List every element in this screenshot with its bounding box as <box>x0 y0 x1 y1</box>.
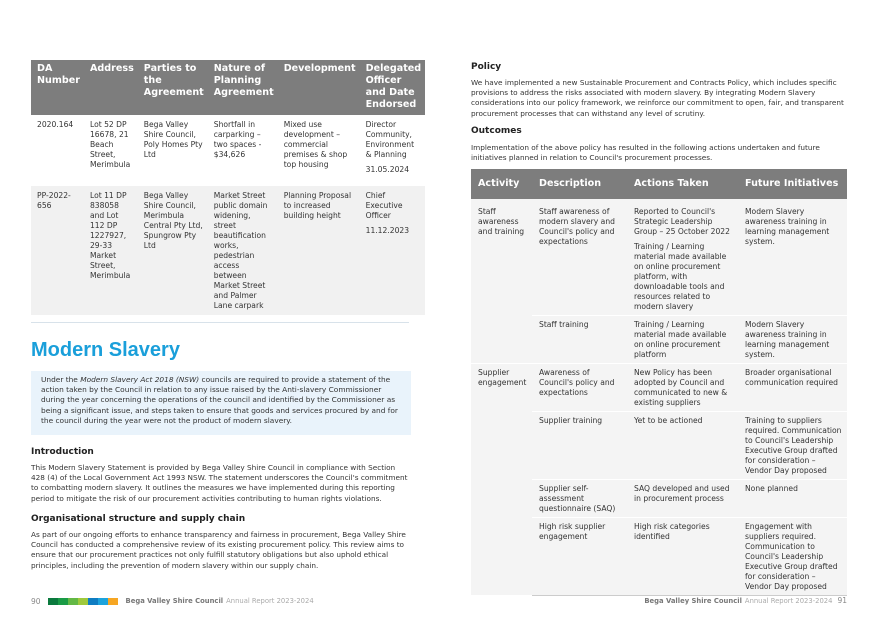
action-item: Training / Learning material made available on online procurement platform, with downloadable tools and resources related to modern slavery <box>634 242 727 311</box>
activity-table-header <box>471 169 847 199</box>
cell-future: None planned <box>738 480 847 518</box>
color-bar <box>58 598 68 605</box>
org-structure-text: As part of our ongoing efforts to enhance transparency and fairness in procurement, Bega Valley Shire Council has conducted a comprehensive review of its existing procurement policy. This review aims to ensure that our procurement practices not only fulfill statutory obligations but also uphold ethical principles, including the prevention of modern slavery within our supply chain. <box>31 530 406 570</box>
report-name: Annual Report 2023-2024 <box>744 596 833 605</box>
action-item: High risk categories identified <box>634 522 710 541</box>
col-description: Description <box>532 169 627 199</box>
endorsed-date: 11.12.2023 <box>365 226 410 235</box>
cell-address: Lot 52 DP 16678, 21 Beach Street, Merimbula <box>84 115 138 186</box>
col-address: Address <box>84 60 138 115</box>
cell-officer <box>360 115 426 186</box>
action-item: SAQ developed and used in procurement process <box>634 484 730 503</box>
cell-actions <box>627 518 738 596</box>
cell-officer <box>360 186 426 315</box>
org-name: Bega Valley Shire Council <box>644 596 742 605</box>
intro-text-post: councils are required to provide a statement of the action taken by the Council in relation to any issue raised by the Anti-slavery Commissioner during the year concerning the operations of the council and identified by the Commissioner as being a significant issue, and steps taken to ensure that goods and services procured by and for the council during the year were not the product of modern slavery. <box>41 375 398 425</box>
activity-table <box>471 169 847 596</box>
officer-name: Director Community, Environment & Planning <box>365 120 415 159</box>
cell-actions <box>627 316 738 364</box>
footer-right <box>644 596 847 605</box>
endorsed-date: 31.05.2024 <box>365 165 410 174</box>
brand-color-bars <box>48 598 118 605</box>
action-item: Reported to Council's Strategic Leadership Group – 25 October 2022 <box>634 207 730 236</box>
cell-description: Awareness of Council's policy and expectations <box>532 364 627 412</box>
footer-left <box>31 596 314 606</box>
cell-description: High risk supplier engagement <box>532 518 627 596</box>
color-bar <box>48 598 58 605</box>
col-da-number: DA Number <box>31 60 84 115</box>
officer-name: Chief Executive Officer <box>365 191 403 220</box>
cell-future: Broader organisational communication required <box>738 364 847 412</box>
color-bar <box>88 598 98 605</box>
da-table <box>31 60 425 315</box>
col-officer: Delegated Officer and Date Endorsed <box>360 60 426 115</box>
intro-text-pre: Under the <box>41 375 81 384</box>
outcomes-heading: Outcomes <box>471 126 522 136</box>
cell-development: Mixed use development – commercial premises & shop top housing <box>278 115 360 186</box>
col-development: Development <box>278 60 360 115</box>
cell-future: Modern Slavery awareness training in learning management system. <box>738 316 847 364</box>
cell-future: Training to suppliers required. Communication to Council's Leadership Executive Group drafted for consideration – Vendor Day proposed <box>738 412 847 480</box>
cell-da-number: PP-2022-656 <box>31 186 84 315</box>
action-item: Yet to be actioned <box>634 416 703 425</box>
col-actions-taken: Actions Taken <box>627 169 738 199</box>
color-bar <box>68 598 78 605</box>
color-bar <box>78 598 88 605</box>
color-bar <box>98 598 108 605</box>
action-item: New Policy has been adopted by Council and communicated to new & existing suppliers <box>634 368 728 407</box>
right-page <box>439 0 878 620</box>
table-row <box>31 186 425 315</box>
introduction-text: This Modern Slavery Statement is provided by Bega Valley Shire Council in compliance with Section 428 (4) of the Local Government Act 1993 NSW. The statement underscores the Council's commitment to combatting modern slavery. It outlines the measures we have implemented during this reporting period to mitigate the risk of our procurement activities contributing to human rights violations. <box>31 463 408 503</box>
policy-heading: Policy <box>471 62 502 72</box>
cell-description: Supplier training <box>532 412 627 480</box>
da-table-header <box>31 60 425 115</box>
cell-actions <box>627 199 738 316</box>
col-future-initiatives: Future Initiatives <box>738 169 847 199</box>
cell-future: Engagement with suppliers required. Communication to Council's Leadership Executive Group drafted for consideration – Vendor Day proposed <box>738 518 847 596</box>
cell-description: Staff training <box>532 316 627 364</box>
cell-da-number: 2020.164 <box>31 115 84 186</box>
cell-development: Planning Proposal to increased building height <box>278 186 360 315</box>
col-activity: Activity <box>471 169 532 199</box>
cell-actions <box>627 480 738 518</box>
org-structure-heading: Organisational structure and supply chain <box>31 514 246 524</box>
cell-description: Staff awareness of modern slavery and Council's policy and expectations <box>532 199 627 316</box>
action-item: Training / Learning material made available on online procurement platform <box>634 320 727 359</box>
table-row <box>31 115 425 186</box>
cell-actions <box>627 412 738 480</box>
section-divider <box>31 322 409 323</box>
col-parties: Parties to the Agreement <box>138 60 208 115</box>
policy-text: We have implemented a new Sustainable Procurement and Contracts Policy, which includes specific provisions to address the risks associated with modern slavery. By integrating Modern Slavery considerations into our policy framework, we reinforce our commitment to open, fair, and transparent procurement processes that can withstand any level of scrutiny. <box>471 78 844 118</box>
col-nature: Nature of Planning Agreement <box>208 60 278 115</box>
cell-parties: Bega Valley Shire Council, Merimbula Central Pty Ltd, Spungrow Pty Ltd <box>138 186 208 315</box>
color-bar <box>108 598 118 605</box>
intro-callout <box>31 371 411 435</box>
cell-actions <box>627 364 738 412</box>
org-name: Bega Valley Shire Council <box>125 597 224 605</box>
report-name: Annual Report 2023-2024 <box>226 597 314 605</box>
introduction-heading: Introduction <box>31 447 94 457</box>
cell-description: Supplier self-assessment questionnaire (SAQ) <box>532 480 627 518</box>
table-row <box>471 364 847 412</box>
cell-address: Lot 11 DP 838058 and Lot 112 DP 1227927, 29-33 Market Street, Merimbula <box>84 186 138 315</box>
outcomes-text: Implementation of the above policy has resulted in the following actions undertaken and future initiatives planned in relation to Council's procurement processes. <box>471 143 820 163</box>
cell-parties: Bega Valley Shire Council, Poly Homes Pty Ltd <box>138 115 208 186</box>
page-number: 90 <box>31 596 41 606</box>
cell-activity: Staff awareness and training <box>471 199 532 364</box>
cell-future: Modern Slavery awareness training in learning management system. <box>738 199 847 316</box>
page-number: 91 <box>837 596 847 605</box>
cell-activity: Supplier engagement <box>471 364 532 596</box>
page-title: Modern Slavery <box>31 339 180 361</box>
table-row <box>471 199 847 316</box>
act-name: Modern Slavery Act 2018 (NSW) <box>80 375 200 384</box>
cell-nature: Shortfall in carparking – two spaces - $34,626 <box>208 115 278 186</box>
cell-nature: Market Street public domain widening, street beautification works, pedestrian access between Market Street and Palmer Lane carpark <box>208 186 278 315</box>
